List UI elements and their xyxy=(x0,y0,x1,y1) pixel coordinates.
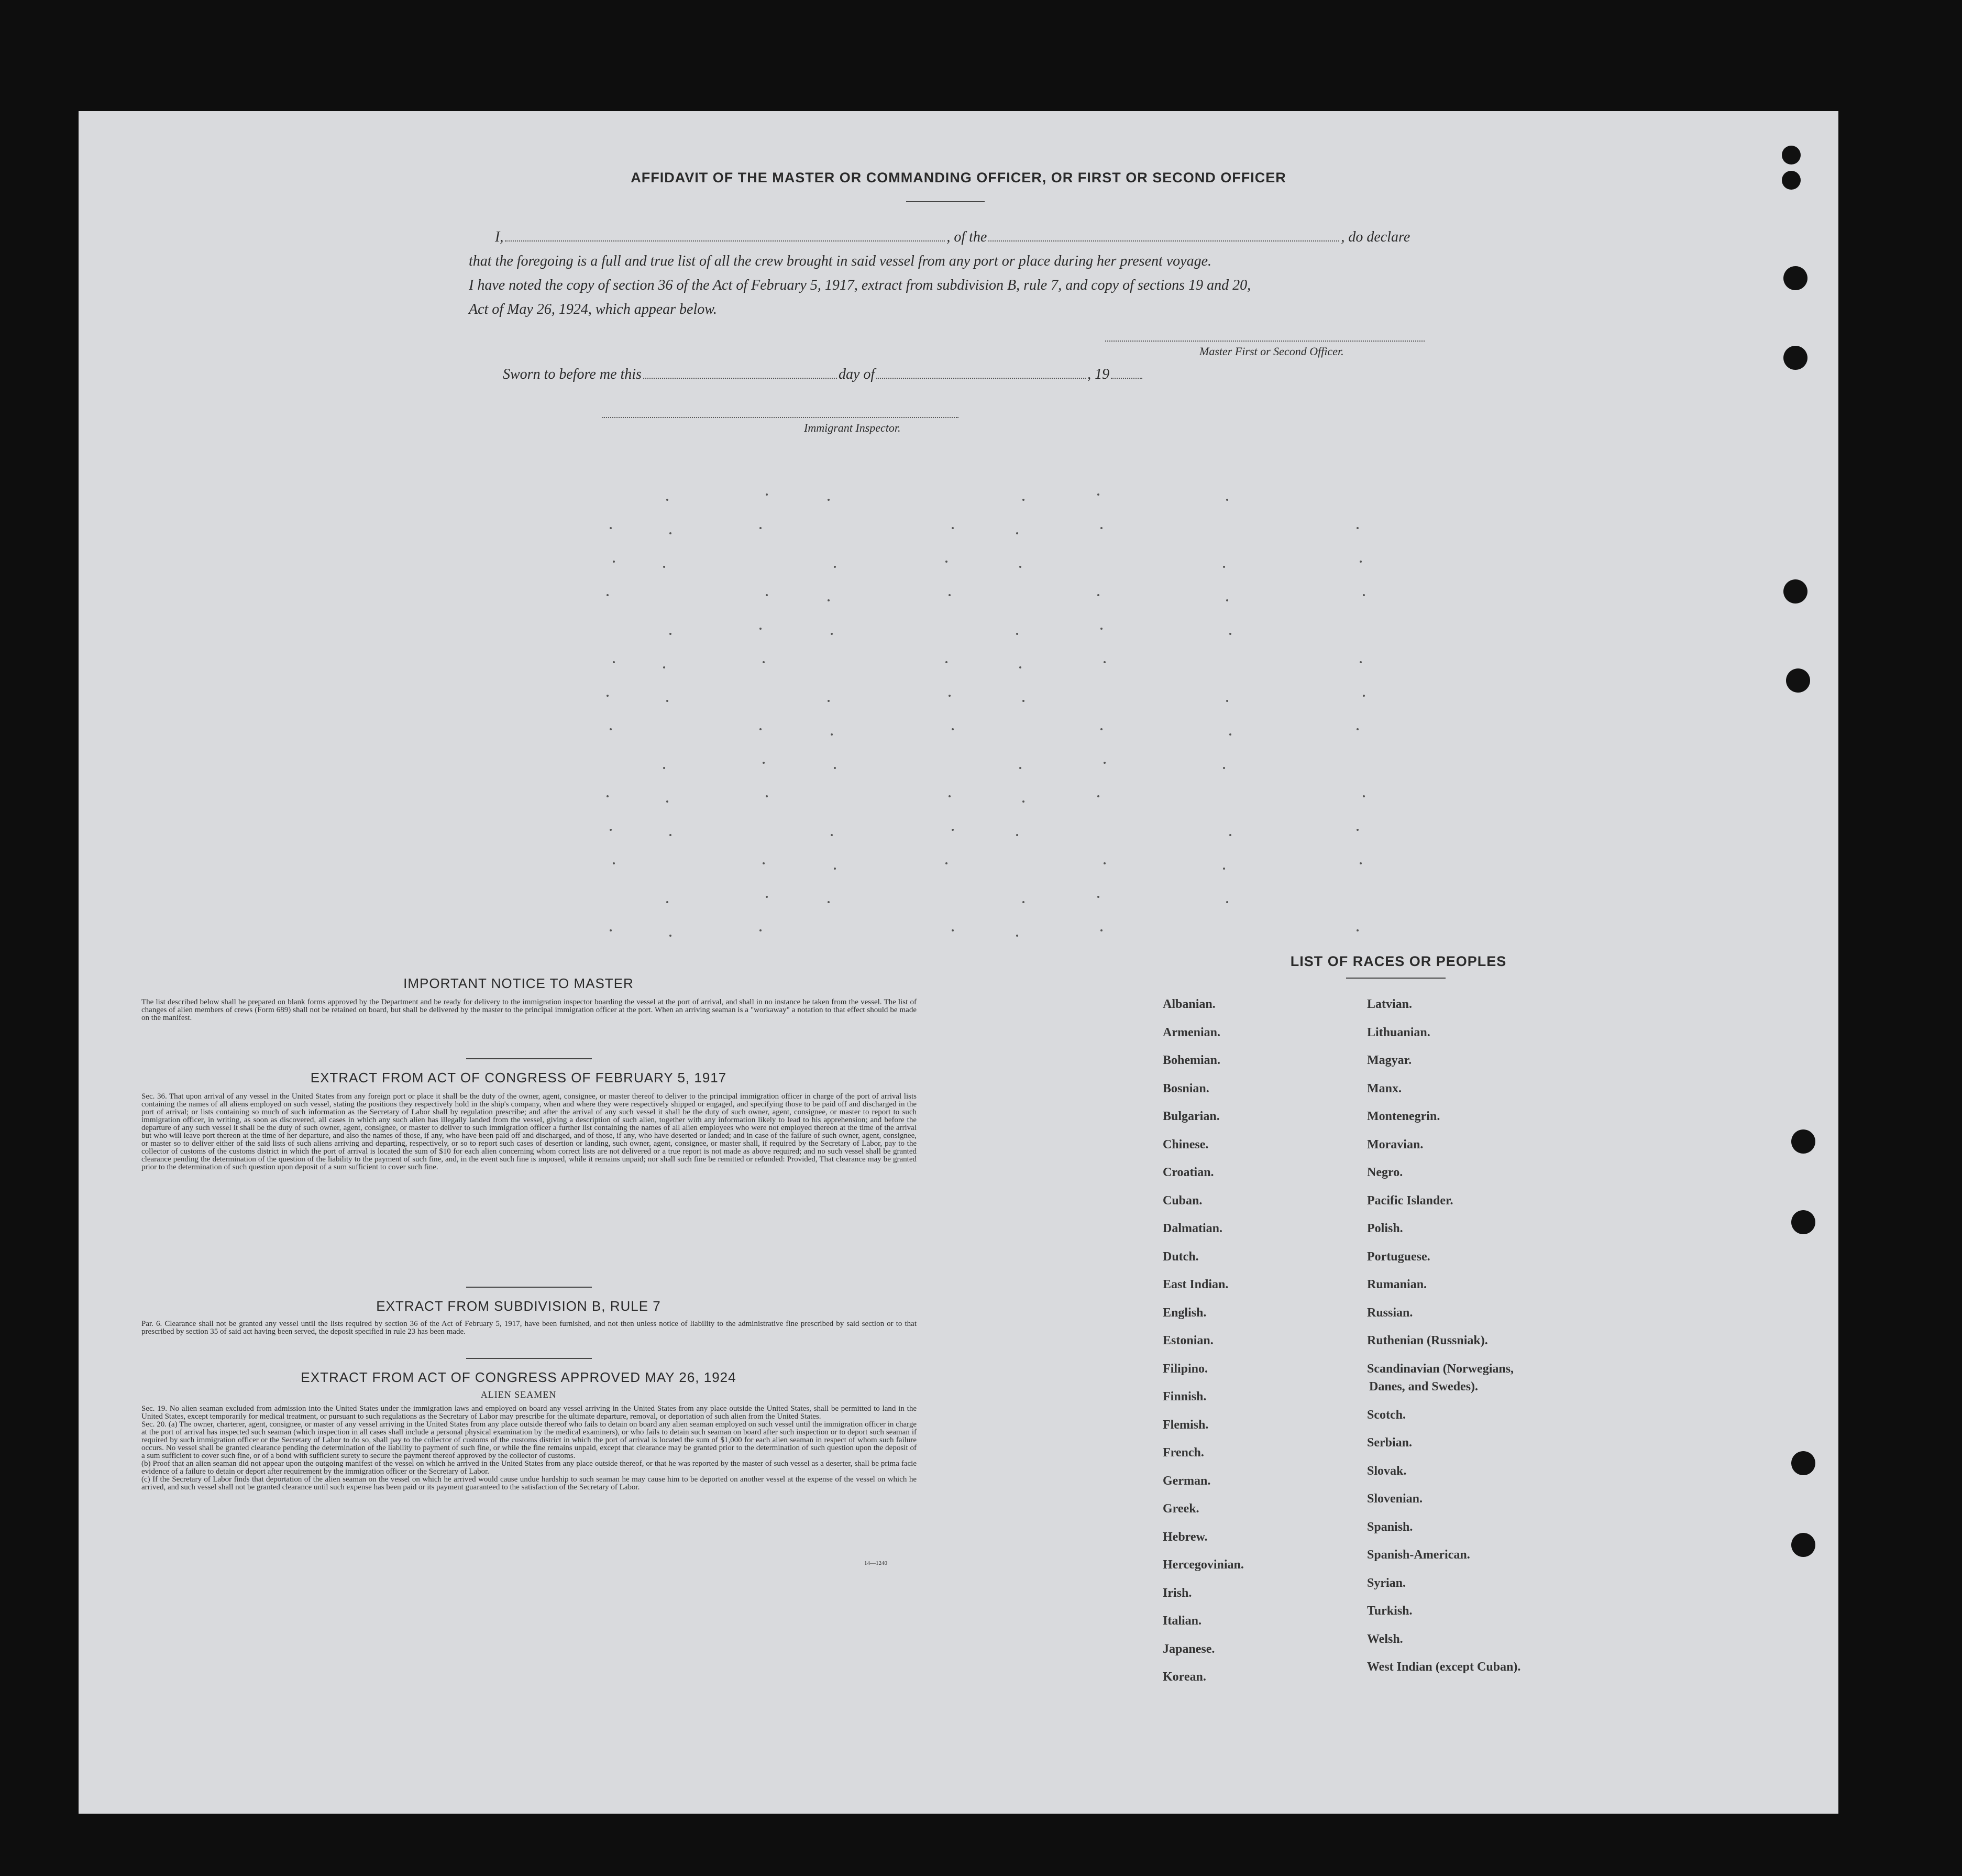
binder-hole-3 xyxy=(1783,266,1807,290)
stray-dot xyxy=(949,795,951,797)
stray-dot xyxy=(1360,862,1362,864)
race-item: Danes, and Swedes). xyxy=(1369,1379,1479,1394)
race-item: Flemish. xyxy=(1163,1418,1209,1432)
master-signature-line[interactable] xyxy=(1105,341,1425,342)
race-item: Bulgarian. xyxy=(1163,1110,1220,1123)
race-item: Latvian. xyxy=(1367,997,1413,1011)
stray-dot xyxy=(831,834,833,836)
stray-dot xyxy=(607,594,609,596)
race-item: East Indian. xyxy=(1163,1278,1229,1291)
stray-dot xyxy=(610,829,612,831)
races-title: LIST OF RACES OR PEOPLES xyxy=(1290,953,1507,969)
stray-dot xyxy=(1097,896,1099,898)
declaration-line-1 xyxy=(469,225,1532,249)
stray-dot xyxy=(1223,868,1225,870)
stray-dot xyxy=(831,733,833,736)
declaration-line-3: I have noted the copy of section 36 of the Act of February 5, 1917, extract from subdivision B, rule 7, and copy of sections 19 and 20, xyxy=(469,277,1251,293)
vessel-field[interactable] xyxy=(988,240,1339,242)
declaration-line-4: Act of May 26, 1924, which appear below. xyxy=(469,301,717,317)
race-item: West Indian (except Cuban). xyxy=(1367,1660,1521,1674)
stray-dot xyxy=(663,666,665,668)
stray-dot xyxy=(1360,661,1362,663)
stray-dot xyxy=(831,633,833,635)
stray-dot xyxy=(1229,834,1231,836)
stray-dot xyxy=(828,599,830,601)
stray-dot xyxy=(763,661,765,663)
race-item: Bosnian. xyxy=(1163,1081,1209,1095)
race-item: Magyar. xyxy=(1367,1054,1412,1067)
race-item: French. xyxy=(1163,1446,1204,1460)
race-item: Dutch. xyxy=(1163,1249,1199,1264)
stray-dot xyxy=(1019,767,1021,769)
race-item: Rumanian. xyxy=(1367,1278,1427,1291)
race-item: Serbian. xyxy=(1367,1436,1413,1450)
race-item: Scandinavian (Norwegians, xyxy=(1367,1362,1514,1376)
stray-dot xyxy=(766,594,768,596)
stray-dot xyxy=(1022,800,1024,803)
race-item: Polish. xyxy=(1367,1222,1403,1235)
binder-hole-9 xyxy=(1791,1451,1815,1475)
stray-dot xyxy=(1226,700,1228,702)
race-item: Portuguese. xyxy=(1367,1249,1430,1264)
section-20b: (b) Proof that an alien seaman did not appear upon the outgoing manifest of the vessel on which he arrived in the United States from any place outside thereof, or that he was reported by the master of such vessel as a deserter, shall be prima facie evidence of a failure to detain or deport after requirement by the immigration officer or the Secretary of Labor. xyxy=(141,1460,917,1476)
races-right-column xyxy=(1367,997,1520,1688)
race-item: Italian. xyxy=(1163,1614,1202,1628)
race-item: Hercegovinian. xyxy=(1163,1558,1244,1572)
year-field[interactable] xyxy=(1111,378,1142,379)
stray-dot xyxy=(828,499,830,501)
stray-dot xyxy=(1226,901,1228,903)
form-number: 14—1240 xyxy=(864,1560,887,1566)
stray-dot xyxy=(1223,767,1225,769)
stray-dot xyxy=(669,532,671,534)
binder-hole-2 xyxy=(1782,171,1801,190)
day-of-label: day of xyxy=(838,366,875,382)
race-item: Spanish. xyxy=(1367,1520,1413,1534)
stray-dot xyxy=(666,700,668,702)
race-item: Japanese. xyxy=(1163,1642,1215,1656)
stray-dot xyxy=(1360,561,1362,563)
binder-hole-8 xyxy=(1791,1210,1815,1234)
stray-dot xyxy=(666,499,668,501)
stray-dot xyxy=(759,728,762,730)
race-item: Finnish. xyxy=(1163,1390,1207,1403)
stray-dot xyxy=(1097,594,1099,596)
stray-dot xyxy=(766,896,768,898)
notice-title: IMPORTANT NOTICE TO MASTER xyxy=(403,975,634,991)
stray-dot xyxy=(1100,527,1103,529)
race-item: Lithuanian. xyxy=(1367,1025,1430,1039)
sworn-label: Sworn to before me this xyxy=(503,366,642,382)
race-item: Russian. xyxy=(1367,1305,1413,1320)
stray-dot xyxy=(763,762,765,764)
extract-1924-title: EXTRACT FROM ACT OF CONGRESS APPROVED MAY 26, 1924 xyxy=(301,1369,736,1385)
race-item: Slovenian. xyxy=(1367,1492,1423,1506)
stray-dot xyxy=(1016,834,1018,836)
stray-dot xyxy=(759,628,762,630)
race-item: Turkish. xyxy=(1367,1604,1413,1618)
extract-1917-title: EXTRACT FROM ACT OF CONGRESS OF FEBRUARY 5, 1917 xyxy=(310,1070,727,1085)
stray-dot xyxy=(834,868,836,870)
stray-dot xyxy=(952,728,954,730)
race-item: Greek. xyxy=(1163,1502,1199,1516)
section-19: Sec. 19. No alien seaman excluded from admission into the United States under the immigration laws and employed on board any vessel arriving in the United States from any place outside the United States, shall be permitted to land in the United States, except temporarily for medical treatment, or pursuant to such regulations as the Secretary of Labor may prescribe for the ultimate departure, removal, or deportation of such alien from the United States. xyxy=(141,1405,917,1421)
name-field[interactable] xyxy=(505,240,945,242)
stray-dot xyxy=(1363,795,1365,797)
stray-dot xyxy=(1097,795,1099,797)
decl-of-the-label: , of the xyxy=(946,229,987,245)
stray-dot xyxy=(828,700,830,702)
races-divider xyxy=(1346,978,1446,979)
stray-dot xyxy=(828,901,830,903)
race-item: Croatian. xyxy=(1163,1166,1214,1179)
race-item: English. xyxy=(1163,1305,1207,1320)
race-item: Manx. xyxy=(1367,1081,1402,1095)
subdivision-title: EXTRACT FROM SUBDIVISION B, RULE 7 xyxy=(376,1298,661,1314)
sworn-line xyxy=(503,363,1446,387)
stray-dot xyxy=(1357,527,1359,529)
race-item: Welsh. xyxy=(1367,1632,1403,1646)
stray-dot xyxy=(1104,661,1106,663)
race-item: Negro. xyxy=(1367,1166,1403,1179)
affidavit-title: AFFIDAVIT OF THE MASTER OR COMMANDING OFFICER, OR FIRST OR SECOND OFFICER xyxy=(631,170,1286,185)
stray-dot xyxy=(1016,633,1018,635)
stray-dot xyxy=(949,695,951,697)
stray-dot xyxy=(1100,728,1103,730)
stray-dot xyxy=(1363,594,1365,596)
stray-dot xyxy=(952,829,954,831)
stray-dot xyxy=(1097,493,1099,496)
stray-dot xyxy=(1104,762,1106,764)
binder-hole-7 xyxy=(1791,1129,1815,1154)
stray-dot xyxy=(945,862,947,864)
subdivision-divider xyxy=(466,1358,592,1359)
race-item: Bohemian. xyxy=(1163,1054,1221,1067)
stray-dot xyxy=(666,901,668,903)
title-divider xyxy=(906,201,985,202)
alien-seamen-subtitle: ALIEN SEAMEN xyxy=(480,1389,557,1400)
extract-1917-text: Sec. 36. That upon arrival of any vessel in the United States from any foreign port or place it shall be the duty of the owner, agent, consignee, or master thereof to deliver to the principal immigration officer in charge of the port of arrival lists containing the names of all aliens employed on such vessel, stating the positions they respectively hold in the ship's company, when and where they were respectively shipped or engaged, and specifying those to be paid off and discharged in the port of arrival; or lists containing so much of such information as the Secretary of Labor shall by regulation prescribe; and after the arrival of any such vessel it shall be the duty of such owner, agent, consignee, or master to report to such immigration officer, in writing, as soon as discovered, all cases in which any such alien has illegally landed from the vessel, giving a description of such alien, together with any information likely to lead to his apprehension; and before the departure of any such vessel it shall be the duty of such owner, agent, consignee, or master to deliver to such immigration officer a further list containing the names of all alien employees who were not employed thereon at the time of the arrival but who will leave port thereon at the time of her departure, and also the names of those, if any, who have been paid off and discharged, and of those, if any, who have deserted or landed; and in case of the failure of such owner, agent, consignee, or master so to deliver either of the said lists of such aliens arriving and departing, respectively, or so to report such cases of desertion or landing, such owner, agent, consignee, or master shall, if required by the Secretary of Labor, pay to the collector of customs of the customs district in which the port of arrival is located the sum of $10 for each alien concerning whom correct lists are not delivered or a true report is not made as above required; and no such vessel shall be granted clearance pending the determination of the question of the liability to the payment of such fine, and, in the event such fine is imposed, while it remains unpaid; nor shall such fine be remitted or refunded: Provided, That clearance may be granted prior to the determination of such question upon deposit of a sum sufficient to cover such fine. xyxy=(141,1092,917,1171)
stray-dot xyxy=(1226,599,1228,601)
stray-dot xyxy=(1100,929,1103,931)
stray-dot xyxy=(607,695,609,697)
stray-dot xyxy=(834,767,836,769)
notice-text: The list described below shall be prepared on blank forms approved by the Department and be ready for delivery to the immigration inspector boarding the vessel at the port of arrival, and shall in no instance be taken from the vessel. The list of changes of alien members of crews (Form 689) shall not be retained on board, but shall be delivered by the master to the principal immigration officer at the port. When an arriving seaman is a "workaway" a notation to that effect should be made on the manifest. xyxy=(141,998,917,1022)
stray-dot xyxy=(1357,728,1359,730)
declaration-line-2: that the foregoing is a full and true list of all the crew brought in said vessel from any port or place during her present voyage. xyxy=(469,253,1212,269)
stray-dot xyxy=(1229,733,1231,736)
stray-dot xyxy=(763,862,765,864)
binder-hole-1 xyxy=(1782,146,1801,164)
stray-dot xyxy=(1100,628,1103,630)
race-item: Hebrew. xyxy=(1163,1530,1208,1544)
stray-dot xyxy=(1022,901,1024,903)
race-item: Irish. xyxy=(1163,1586,1192,1600)
document-page xyxy=(79,111,1838,1814)
race-item: Ruthenian (Russniak). xyxy=(1367,1334,1488,1347)
decl-declare-label: , do declare xyxy=(1341,229,1410,245)
extract-1924-text xyxy=(141,1405,917,1491)
stray-dot xyxy=(952,527,954,529)
stray-dot xyxy=(945,561,947,563)
inspector-signature-line[interactable] xyxy=(602,417,958,418)
stray-dot xyxy=(610,929,612,931)
stray-dot xyxy=(1226,499,1228,501)
binder-hole-6 xyxy=(1786,668,1810,693)
stray-dot xyxy=(759,929,762,931)
stray-dot xyxy=(613,561,615,563)
stray-dot xyxy=(945,661,947,663)
stray-dot xyxy=(766,795,768,797)
year-label: , 19 xyxy=(1087,366,1110,382)
race-item: Albanian. xyxy=(1163,997,1216,1011)
stray-dot xyxy=(669,633,671,635)
stray-dot xyxy=(663,566,665,568)
stray-dot xyxy=(669,935,671,937)
race-item: Filipino. xyxy=(1163,1362,1208,1376)
race-item: Syrian. xyxy=(1367,1576,1406,1590)
stray-dot xyxy=(1016,532,1018,534)
stray-dot xyxy=(663,767,665,769)
decl-i-label: I, xyxy=(495,229,504,245)
race-item: Pacific Islander. xyxy=(1367,1193,1453,1208)
stray-dot xyxy=(1019,666,1021,668)
sworn-date-field[interactable] xyxy=(643,378,837,379)
stray-dot xyxy=(1357,929,1359,931)
race-item: Chinese. xyxy=(1163,1137,1209,1151)
stray-dot xyxy=(1022,499,1024,501)
stray-dot xyxy=(759,527,762,529)
races-left-column xyxy=(1163,997,1244,1698)
race-item: Spanish-American. xyxy=(1367,1548,1470,1562)
extract-1917-divider xyxy=(466,1287,592,1288)
binder-hole-10 xyxy=(1791,1533,1815,1557)
race-item: Cuban. xyxy=(1163,1193,1203,1208)
binder-hole-4 xyxy=(1783,346,1807,370)
month-field[interactable] xyxy=(876,378,1086,379)
race-item: Montenegrin. xyxy=(1367,1110,1440,1123)
race-item: Armenian. xyxy=(1163,1025,1220,1039)
stray-dot xyxy=(766,493,768,496)
section-20a: Sec. 20. (a) The owner, charterer, agent, consignee, or master of any vessel arriving in the United States from any place outside thereof who fails to detain on board any alien seaman employed on such vessel until the immigration officer in charge at the port of arrival has inspected such seaman (which inspection in all cases shall include a personal physical examination by the medical examiners), or who fails to detain such seaman on board after such inspection or to deport such seaman if required by such immigration officer or the Secretary of Labor to do so, shall pay to the collector of customs of the customs district in which the port of arrival is located the sum of $1,000 for each alien seaman in respect of whom such failure occurs. No vessel shall be granted clearance pending the determination of the liability to payment of such fine, or while the fine remains unpaid, except that clearance may be granted prior to the determination of such question upon the deposit of a sum sufficient to cover such fine, or of a bond with sufficient surety to secure the payment thereof approved by the collector of customs. xyxy=(141,1420,917,1460)
stray-dot xyxy=(1223,566,1225,568)
stray-dot xyxy=(1229,633,1231,635)
stray-dot xyxy=(1022,700,1024,702)
stray-dot xyxy=(610,728,612,730)
subdivision-text: Par. 6. Clearance shall not be granted any vessel until the lists required by section 36 of the Act of February 5, 1917, have been furnished, and not then unless notice of liability to the administrative fine prescribed by said section or to that prescribed by section 35 of said act having been served, the deposit specified in rule 23 has been made. xyxy=(141,1320,917,1336)
race-item: Korean. xyxy=(1163,1670,1206,1684)
race-item: Scotch. xyxy=(1367,1408,1406,1422)
race-item: German. xyxy=(1163,1474,1211,1488)
race-item: Dalmatian. xyxy=(1163,1222,1222,1235)
stray-dot xyxy=(1016,935,1018,937)
section-20c: (c) If the Secretary of Labor finds that deportation of the alien seaman on the vessel on which he arrived would cause undue hardship to such seaman he may cause him to be deported on another vessel at the expense of the vessel on which he arrived, and such vessel shall not be granted clearance until such expense has been paid or its payment guaranteed to the satisfaction of the Secretary of Labor. xyxy=(141,1475,917,1491)
master-signature-label: Master First or Second Officer. xyxy=(1199,345,1344,358)
stray-dot xyxy=(613,661,615,663)
stray-dot xyxy=(669,834,671,836)
stray-dot xyxy=(834,566,836,568)
stray-dot xyxy=(1363,695,1365,697)
stray-dot xyxy=(1357,829,1359,831)
binder-hole-5 xyxy=(1783,579,1807,604)
stray-dot xyxy=(613,862,615,864)
race-item: Estonian. xyxy=(1163,1334,1214,1347)
stray-dot xyxy=(666,800,668,803)
stray-dot xyxy=(949,594,951,596)
race-item: Slovak. xyxy=(1367,1464,1407,1478)
stray-dot xyxy=(1019,566,1021,568)
inspector-signature-label: Immigrant Inspector. xyxy=(804,421,901,434)
stray-dot xyxy=(1104,862,1106,864)
stray-dot xyxy=(952,929,954,931)
stray-dot xyxy=(610,527,612,529)
notice-divider xyxy=(466,1058,592,1059)
race-item: Moravian. xyxy=(1367,1137,1424,1151)
stray-dot xyxy=(607,795,609,797)
